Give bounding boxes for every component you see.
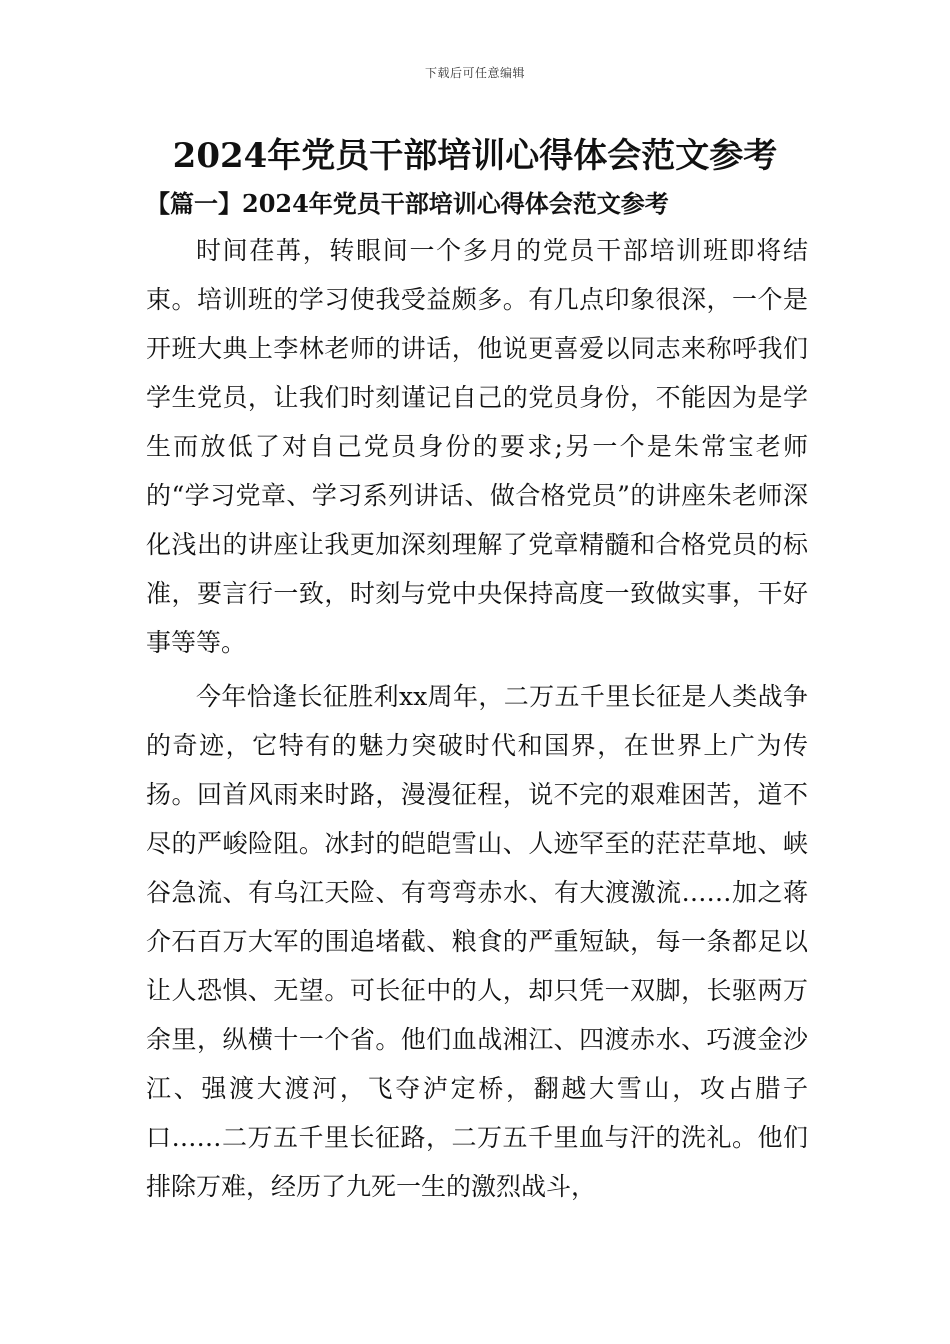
body-paragraph: 时间荏苒，转眼间一个多月的党员干部培训班即将结束。培训班的学习使我受益颇多。有几点印象很深，一个是开班大典上李林老师的讲话，他说更喜爱以同志来称呼我们学生党员，让我们时刻谨记自己的党员身份，不能因为是学生而放低了对自己党员身份的要求;另一个是朱常宝老师的“学习党章、学习系列讲话、做合格党员”的讲座朱老师深化浅出的讲座让我更加深刻理解了党章精髓和合格党员的标准，要言行一致，时刻与党中央保持高度一致做实事，干好事等等。 <box>146 236 808 657</box>
section-heading: 【篇一】2024年党员干部培训心得体会范文参考 <box>146 189 669 218</box>
document-title: 2024年党员干部培训心得体会范文参考 <box>172 136 778 176</box>
body-paragraph: 今年恰逢长征胜利xx周年，二万五千里长征是人类战争的奇迹，它特有的魅力突破时代和国界，在世界上广为传扬。回首风雨来时路，漫漫征程，说不完的艰难困苦，道不尽的严峻险阻。冰封的皑皑雪山、人迹罕至的茫茫草地、峡谷急流、有乌江天险、有弯弯赤水、有大渡激流……加之蒋介石百万大军的围追堵截、粮食的严重短缺，每一条都足以让人恐惧、无望。可长征中的人，却只凭一双脚，长驱两万余里，纵横十一个省。他们血战湘江、四渡赤水、巧渡金沙江、强渡大渡河，飞夺泸定桥，翻越大雪山，攻占腊子口……二万五千里长征路，二万五千里血与汗的洗礼。他们排除万难，经历了九死一生的激烈战斗， <box>146 682 808 1201</box>
header-note: 下载后可任意编辑 <box>424 66 525 80</box>
